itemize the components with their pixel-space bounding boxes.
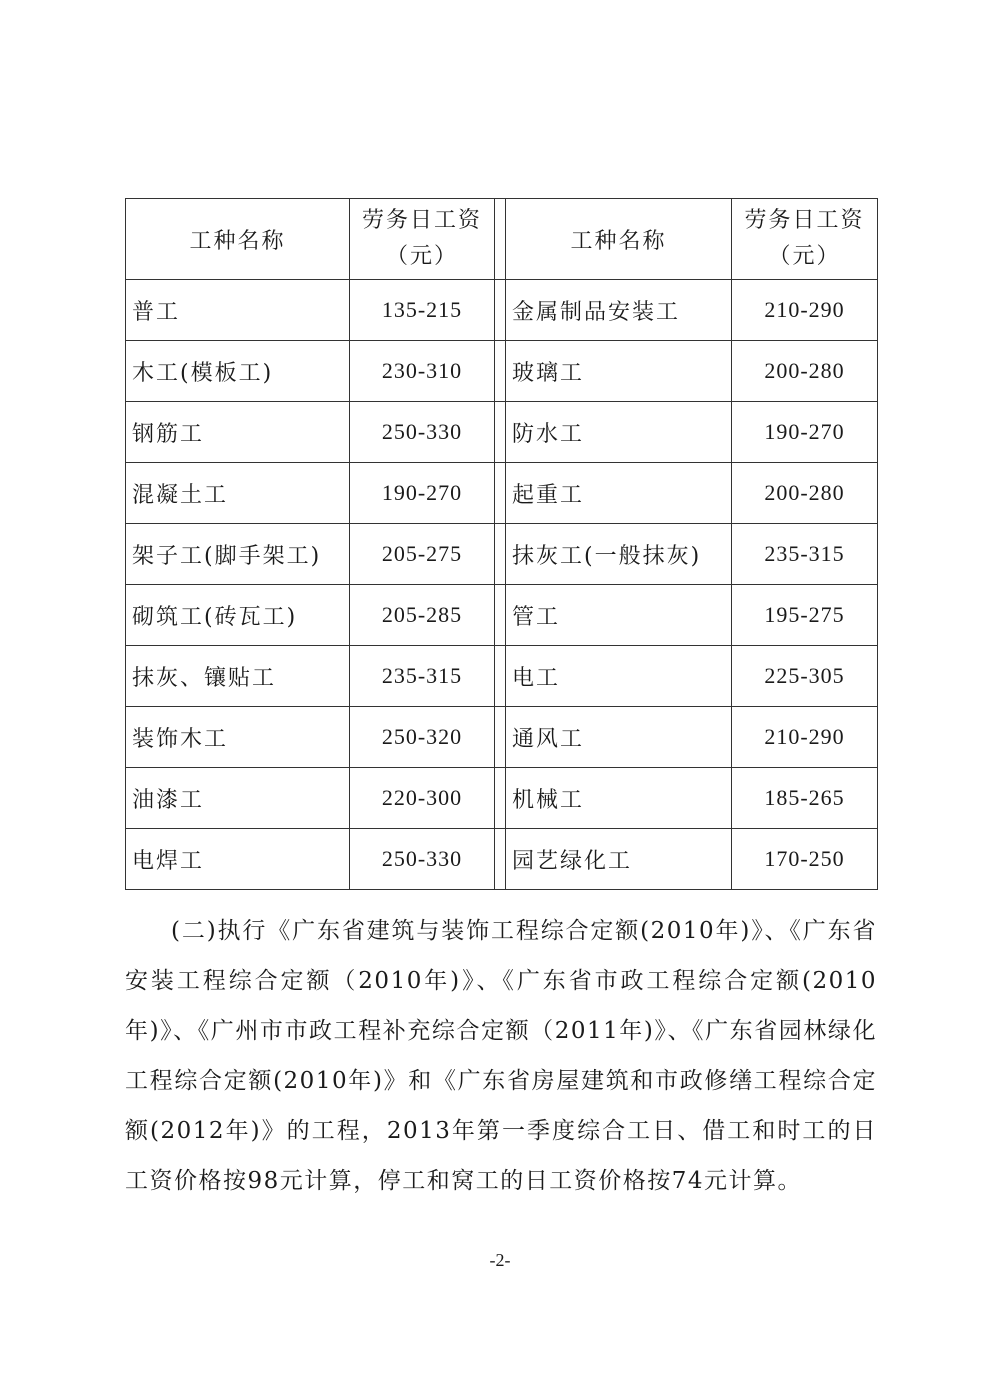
left-trade-wage: 205-285 [350,585,495,646]
header-right-wage-line2: （元） [768,244,841,269]
labor-wage-table [125,198,878,890]
left-trade-wage: 220-300 [350,768,495,829]
left-trade-name: 架子工(脚手架工) [126,524,350,585]
right-trade-wage: 210-290 [732,280,878,341]
paragraph-text: (二)执行《广东省建筑与装饰工程综合定额(2010年)》、《广东省安装工程综合定额（2010年)》、《广东省市政工程综合定额(2010年)》、《广州市市政工程补充综合定额（2011年)》、《广东省园林绿化工程综合定额(2010年)》和《广东省房屋建筑和市政修缮工程综合定额(2012年)》的工程，2013年第一季度综合工日、借工和时工的日工资价格按98元计算，停工和窝工的日工资价格按74元计算。 [125,918,877,1194]
left-trade-name: 普工 [126,280,350,341]
header-right-wage-line1: 劳务日工资 [744,208,865,233]
table-divider [495,646,506,707]
header-left-wage-line1: 劳务日工资 [361,208,482,233]
table-row [126,707,878,768]
left-trade-wage: 250-320 [350,707,495,768]
right-trade-wage: 235-315 [732,524,878,585]
right-trade-wage: 200-280 [732,463,878,524]
header-left-wage-line2: （元） [385,244,458,269]
table-header-row [126,199,878,280]
table-divider [495,768,506,829]
right-trade-name: 电工 [506,646,732,707]
table-divider [495,524,506,585]
left-trade-name: 电焊工 [126,829,350,890]
table-row [126,829,878,890]
table-divider [495,341,506,402]
left-trade-wage: 190-270 [350,463,495,524]
table-row [126,768,878,829]
right-trade-name: 机械工 [506,768,732,829]
right-trade-wage: 200-280 [732,341,878,402]
right-trade-wage: 225-305 [732,646,878,707]
left-trade-name: 油漆工 [126,768,350,829]
left-trade-name: 砌筑工(砖瓦工) [126,585,350,646]
right-trade-wage: 170-250 [732,829,878,890]
left-trade-name: 装饰木工 [126,707,350,768]
table-divider [495,402,506,463]
table-row [126,646,878,707]
right-trade-name: 金属制品安装工 [506,280,732,341]
table-row [126,280,878,341]
left-trade-name: 钢筋工 [126,402,350,463]
table-row [126,585,878,646]
header-right-wage [732,199,878,280]
left-trade-name: 抹灰、镶贴工 [126,646,350,707]
header-left-name: 工种名称 [126,199,350,280]
table-divider [495,585,506,646]
header-left-wage [350,199,495,280]
right-trade-name: 管工 [506,585,732,646]
table-row [126,463,878,524]
right-trade-name: 园艺绿化工 [506,829,732,890]
left-trade-wage: 205-275 [350,524,495,585]
left-trade-name: 木工(模板工) [126,341,350,402]
table-divider [495,280,506,341]
right-trade-name: 起重工 [506,463,732,524]
left-trade-wage: 250-330 [350,829,495,890]
left-trade-wage: 235-315 [350,646,495,707]
table-row [126,524,878,585]
table-divider [495,199,506,280]
right-trade-wage: 185-265 [732,768,878,829]
right-trade-wage: 210-290 [732,707,878,768]
table-divider [495,463,506,524]
right-trade-name: 抹灰工(一般抹灰) [506,524,732,585]
left-trade-wage: 135-215 [350,280,495,341]
header-right-name: 工种名称 [506,199,732,280]
right-trade-name: 玻璃工 [506,341,732,402]
table-divider [495,829,506,890]
page-number: -2- [489,1250,511,1270]
left-trade-wage: 250-330 [350,402,495,463]
right-trade-wage: 195-275 [732,585,878,646]
right-trade-wage: 190-270 [732,402,878,463]
table-row [126,341,878,402]
table-row [126,402,878,463]
body-paragraph [125,906,877,1206]
right-trade-name: 防水工 [506,402,732,463]
right-trade-name: 通风工 [506,707,732,768]
table-divider [495,707,506,768]
left-trade-wage: 230-310 [350,341,495,402]
left-trade-name: 混凝土工 [126,463,350,524]
